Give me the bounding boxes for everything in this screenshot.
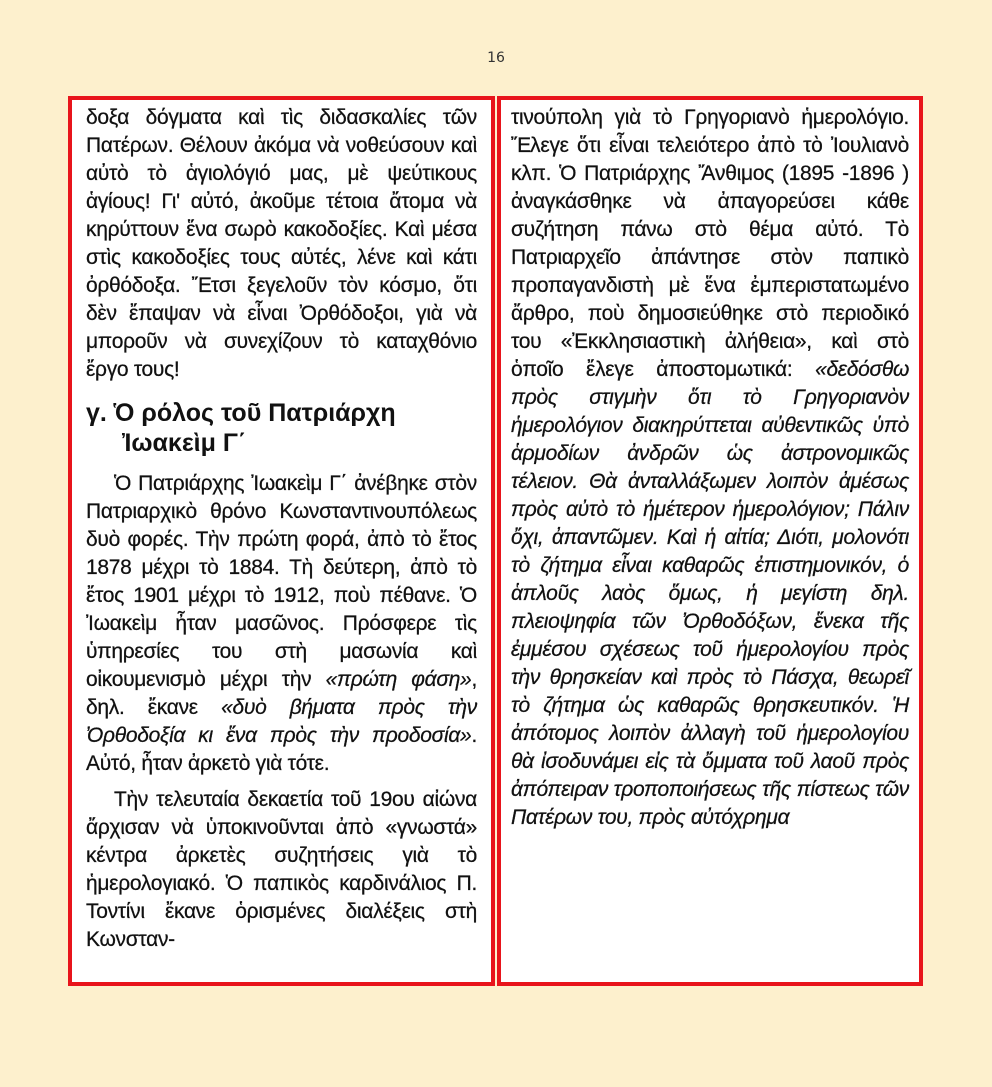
left-paragraph-2 <box>86 470 477 778</box>
left-paragraph-3: Τὴν τελευταία δεκαετία τοῦ 19ου αἰώνα ἄρχισαν νὰ ὑποκινοῦνται ἀπὸ «γνωστά» κέντρα ἀρκετὲς συζητήσεις γιὰ τὸ ἡμερολογιακό. Ὁ παπικὸς καρδινάλιος Π. Τοντίνι ἔκανε ὁρισμένες διαλέξεις στὴ Κωνσταν- <box>86 788 477 951</box>
right-column <box>497 96 923 986</box>
right-paragraph <box>511 104 909 832</box>
left-column <box>68 96 495 986</box>
right-paragraph-quote: «δεδόσθω πρὸς στιγμὴν ὅτι τὸ Γρηγοριανὸν ἡμερολόγιον διακηρύττεται αὐθεντικῶς ὑπὸ ἁρμοδίων ἀνδρῶν ὡς ἀστρονομικῶς τέλειον. Θὰ ἀνταλλάξωμεν λοιπὸν ἀμέσως πρὸς αὐτὸ τὸ ἡμέτερον ἡμερολόγιον; Πάλιν ὄχι, ἀπαντῶμεν. Καὶ ἡ αἰτία; Διότι, μολονότι τὸ ζήτημα εἶναι καθαρῶς ἐπιστημονικόν, ὁ ἁπλοῦς λαὸς ὅμως, ἡ μεγίστη δηλ. πλειοψηφία τῶν Ὀρθοδόξων, ἕνεκα τῆς ἐμμέσου σχέσεως τοῦ ἡμερολογίου πρὸς τὴν θρησκείαν καὶ πρὸς τὸ Πάσχα, θεωρεῖ τὸ ζήτημα ὡς καθαρῶς θρησκευτικόν. Ἡ ἀπότομος λοιπὸν ἀλλαγὴ τοῦ ἡμερολογίου θὰ ἰσοδυνάμει εἰς τὰ ὄμματα τοῦ λαοῦ πρὸς ἀπόπειραν τροποποιήσεως τῆς πίστεως τῶν Πατέρων του, πρὸς αὐτόχρημα <box>511 358 909 829</box>
left-paragraph-2-part-b: , δηλ. ἔκανε <box>86 668 477 719</box>
left-paragraph-2-part-a: Ὁ Πατριάρχης Ἰωακεὶμ Γ΄ ἀνέβηκε στὸν Πατριαρχικὸ θρόνο Κωνσταντινουπόλεως δυὸ φορές. Τὴν πρώτη φορά, ἀπὸ τὸ ἔτος 1878 μέχρι τὸ 1884. Τὴ δεύτερη, ἀπὸ τὸ ἔτος 1901 μέχρι τὸ 1912, ποὺ πέθανε. Ὁ Ἰωακεὶμ ἦταν μασῶνος. Πρόσφερε τὶς ὑπηρεσίες του στὴ μασωνία καὶ οἰκουμενισμὸ μέχρι τὴν <box>86 472 477 691</box>
left-paragraph-2-quote-2: «δυὸ βήματα πρὸς τὴν Ὀρθοδοξία κι ἕνα πρὸς τὴν προδοσία» <box>86 696 477 747</box>
left-paragraph-2-part-c: . Αὐτό, ἦταν ἀρκετὸ γιὰ τότε. <box>86 724 477 775</box>
left-paragraph-1: δοξα δόγματα καὶ τὶς διδασκαλίες τῶν Πατέρων. Θέλουν ἀκόμα νὰ νοθεύσουν καὶ αὐτὸ τὸ ἁγιολόγιό μας, μὲ ψεύτικους ἁγίους! Γι' αὐτό, ἀκοῦμε τέτοια ἄτομα νὰ κηρύττουν ἕνα σωρὸ κακοδοξίες. Καὶ μέσα στὶς κακοδοξίες τους αὐτές, λένε καὶ κάτι ὀρθόδοξα. Ἔτσι ξεγελοῦν τὸν κόσμο, ὅτι δὲν ἔπαψαν νὰ εἶναι Ὀρθόδοξοι, γιὰ νὰ μποροῦν νὰ συνεχίζουν τὸ καταχθόνιο ἔργο τους! <box>86 106 477 381</box>
left-paragraph-2-quote-1: «πρώτη φάση» <box>325 668 472 691</box>
right-paragraph-text: τινούπολη γιὰ τὸ Γρηγοριανὸ ἡμερολόγιο. Ἔλεγε ὅτι εἶναι τελειότερο ἀπὸ τὸ Ἰουλιανὸ κλπ. Ὁ Πατριάρχης Ἄνθιμος (1895 -1896 ) ἀναγκάσθηκε νὰ ἀπαγορεύσει κάθε συζήτηση πάνω στὸ θέμα αὐτό. Τὸ Πατριαρχεῖο ἀπάντησε στὸν παπικὸ προπαγανδιστὴ μὲ ἕνα ἐμπεριστατωμένο ἄρθρο, ποὺ δημοσιεύθηκε στὸ περιοδικό του «Ἐκκλησιαστικὴ ἀλήθεια», καὶ στὸ ὁποῖο ἔλεγε ἀποστομωτικά: <box>511 106 909 381</box>
page-number: 16 <box>487 50 505 66</box>
section-heading: γ. Ὁ ρόλος τοῦ Πατριάρχη Ἰωακεὶμ Γ΄ <box>86 399 396 457</box>
